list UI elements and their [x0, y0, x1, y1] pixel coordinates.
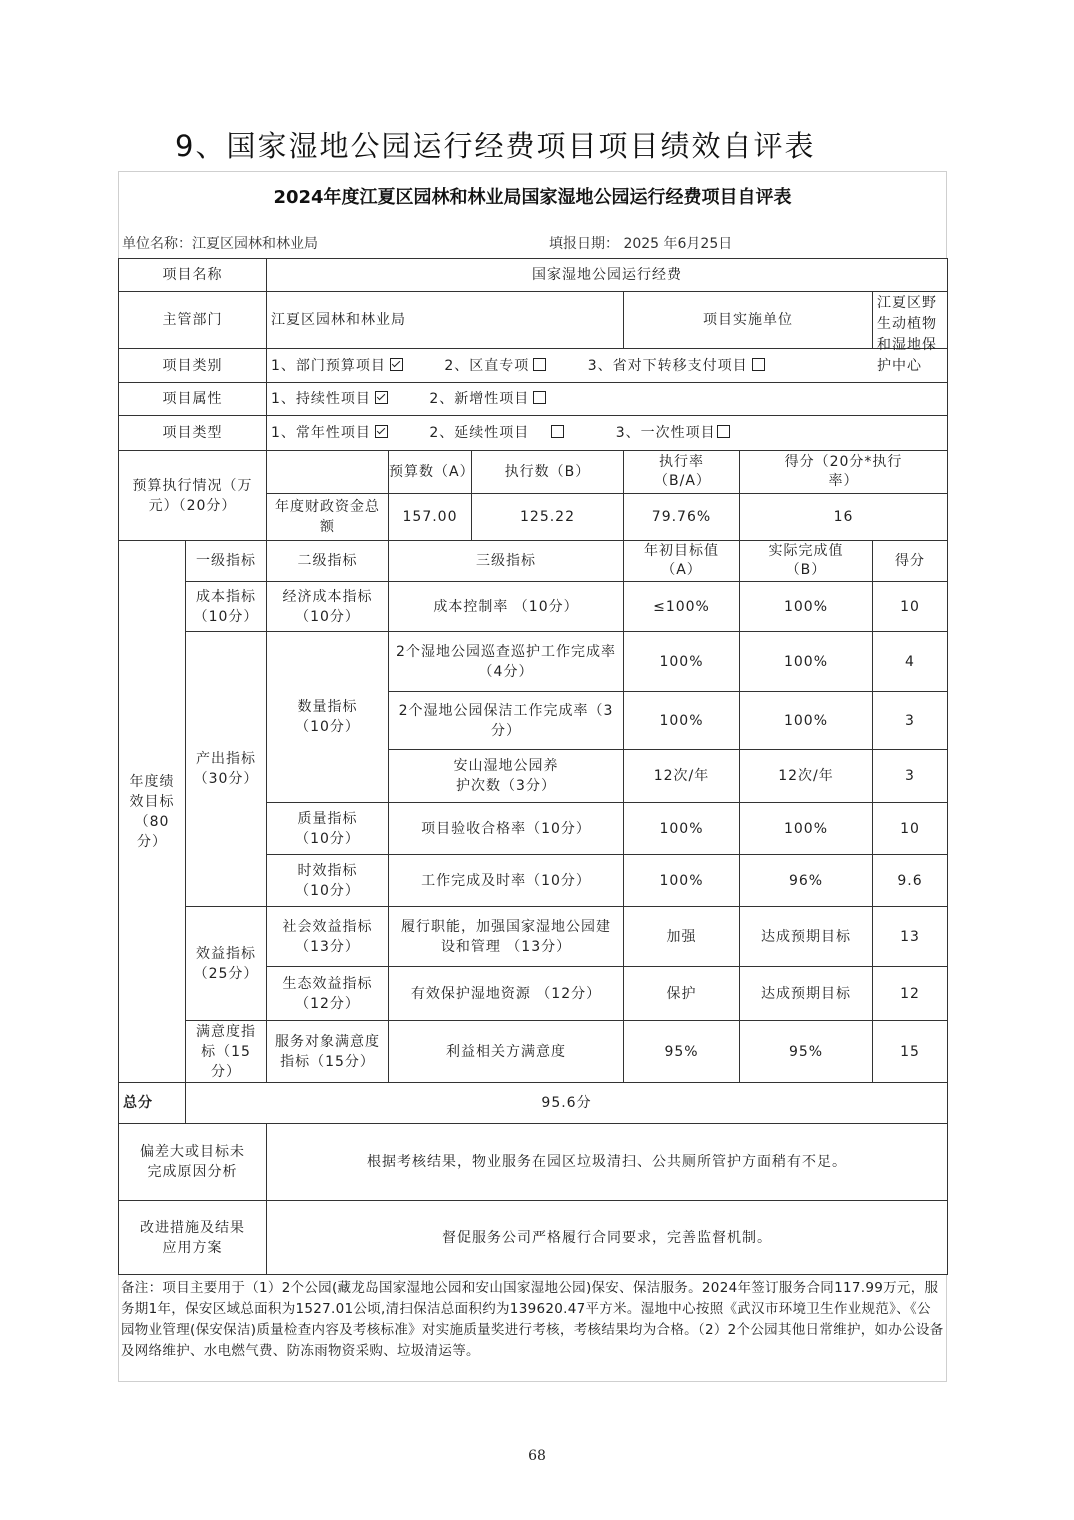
- remarks-note: 备注：项目主要用于（1）2个公园(藏龙岛国家湿地公园和安山国家湿地公园)保安、保洁服务。2024年签订服务合同117.99万元，服务期1年，保安区域总面积为1527.01公顷,清扫保洁总面积约为139620.47平方米。湿地中心按照《武汉市环境卫生作业规范》、《公园物业管理(保安保洁)质量检查内容及考核标准》对实施质量奖进行考核，考核结果均为合格。（2）2个公园其他日常维护，如办公设备及网络维护、水电燃气费、防冻雨物资采购、垃圾清运等。: [118, 1275, 947, 1382]
- indicator-actual: 100%: [740, 803, 873, 855]
- type-option-onetime: 3、一次性项目: [616, 423, 730, 443]
- indicator-level2: 时效指标（10分）: [267, 855, 389, 907]
- improvement-text: 督促服务公司严格履行合同要求，完善监督机制。: [267, 1201, 948, 1275]
- indicator-level3: 成本控制率 （10分）: [389, 582, 624, 632]
- total-value: 95.6分: [186, 1083, 948, 1124]
- indicator-level3: 工作完成及时率（10分）: [389, 855, 624, 907]
- indicator-actual: 达成预期目标: [740, 967, 873, 1021]
- improvement-label: 改进措施及结果应用方案: [119, 1201, 267, 1275]
- indicator-level2: 社会效益指标（13分）: [267, 907, 389, 967]
- evaluation-table: [118, 258, 948, 1275]
- indicator-level2: 生态效益指标（12分）: [267, 967, 389, 1021]
- budget-label: 预算执行情况（万元）（20分）: [119, 451, 267, 541]
- indicator-target: 100%: [624, 692, 740, 750]
- category-options: [267, 349, 948, 383]
- deviation-text: 根据考核结果，物业服务在园区垃圾清扫、公共厕所管护方面稍有不足。: [267, 1124, 948, 1201]
- indicator-row: [119, 1021, 948, 1083]
- page-heading: 9、国家湿地公园运行经费项目项目绩效自评表: [175, 129, 816, 163]
- exec-value: 125.22: [520, 509, 575, 525]
- dept-label: 主管部门: [119, 292, 267, 349]
- budget-col-score: 得分（20分*执行率）: [740, 451, 948, 494]
- indicator-level3: 履行职能，加强国家湿地公园建设和管理 （13分）: [389, 907, 624, 967]
- indicator-actual: 100%: [740, 632, 873, 692]
- checkbox-checked-icon: [375, 425, 388, 438]
- budget-col-split: [389, 451, 624, 494]
- attribute-label: 项目属性: [119, 383, 267, 416]
- indicator-actual: 96%: [740, 855, 873, 907]
- indicator-level2: 质量指标（10分）: [267, 803, 389, 855]
- header-target: 年初目标值（A）: [624, 541, 740, 582]
- indicator-level3: 项目验收合格率（10分）: [389, 803, 624, 855]
- indicator-target: 100%: [624, 855, 740, 907]
- budget-col-exec: 执行数（B）: [504, 464, 591, 480]
- category-option-district: 2、区直专项: [444, 356, 546, 376]
- indicator-level2: 服务对象满意度指标（15分）: [267, 1021, 389, 1083]
- indicator-actual: 达成预期目标: [740, 907, 873, 967]
- indicator-level3: 利益相关方满意度: [389, 1021, 624, 1083]
- header-score: 得分: [873, 541, 948, 582]
- budget-value-split: [389, 494, 624, 541]
- indicator-target: ≤100%: [624, 582, 740, 632]
- checkbox-checked-icon: [390, 358, 403, 371]
- header-level1: 一级指标: [186, 541, 267, 582]
- indicator-target: 保护: [624, 967, 740, 1021]
- indicator-score: 10: [873, 582, 948, 632]
- indicator-actual: 95%: [740, 1021, 873, 1083]
- header-actual: 实际完成值（B）: [740, 541, 873, 582]
- indicator-row: [119, 632, 948, 692]
- fill-date: 填报日期： 2025 年6月25日: [549, 236, 733, 252]
- budget-value: 157.00: [389, 494, 472, 540]
- indicator-level3: 有效保护湿地资源 （12分）: [389, 967, 624, 1021]
- dept-value: 江夏区园林和林业局: [267, 292, 624, 349]
- attribute-option-new: 2、新增性项目: [429, 389, 546, 409]
- indicator-score: 4: [873, 632, 948, 692]
- deviation-label: 偏差大或目标未完成原因分析: [119, 1124, 267, 1201]
- indicator-target: 12次/年: [624, 750, 740, 803]
- indicator-row: [119, 582, 948, 632]
- indicator-score: 12: [873, 967, 948, 1021]
- category-row: [119, 349, 948, 383]
- attribute-options: [267, 383, 948, 416]
- indicator-target: 100%: [624, 803, 740, 855]
- checkbox-empty-icon: [752, 358, 765, 371]
- indicator-actual: 12次/年: [740, 750, 873, 803]
- total-row: [119, 1083, 948, 1124]
- indicator-actual: 100%: [740, 582, 873, 632]
- indicator-header-row: [119, 541, 948, 582]
- category-option-dept-budget: 1、部门预算项目: [271, 356, 403, 376]
- project-name-label: 项目名称: [119, 259, 267, 292]
- rate-value: 79.76%: [624, 494, 740, 541]
- total-label: 总分: [119, 1083, 186, 1124]
- quantity-level2: 数量指标（10分）: [267, 632, 389, 803]
- checkbox-checked-icon: [375, 391, 388, 404]
- indicator-level3: 2个湿地公园保洁工作完成率（3分）: [389, 692, 624, 750]
- type-option-annual: 1、常年性项目: [271, 423, 388, 443]
- checkbox-empty-icon: [533, 358, 546, 371]
- annual-goal-label: 年度绩效目标（80分）: [119, 541, 186, 1083]
- benefit-level1: 效益指标（25分）: [186, 907, 267, 1021]
- budget-score-value: 16: [740, 494, 948, 541]
- header-level3: 三级指标: [389, 541, 624, 582]
- type-label: 项目类型: [119, 416, 267, 451]
- budget-header-row: [119, 451, 948, 494]
- deviation-row: [119, 1124, 948, 1201]
- unit-info-row: [118, 223, 947, 258]
- indicator-score: 3: [873, 750, 948, 803]
- checkbox-empty-icon: [717, 425, 730, 438]
- cost-level1: 成本指标（10分）: [186, 582, 267, 632]
- indicator-row: [119, 907, 948, 967]
- attribute-option-continuous: 1、持续性项目: [271, 389, 388, 409]
- header-level2: 二级指标: [267, 541, 389, 582]
- attribute-row: [119, 383, 948, 416]
- satisfaction-level1: 满意度指标（15分）: [186, 1021, 267, 1083]
- checkbox-empty-icon: [533, 391, 546, 404]
- indicator-score: 15: [873, 1021, 948, 1083]
- budget-col-rate: 执行率（B/A）: [624, 451, 740, 494]
- indicator-target: 100%: [624, 632, 740, 692]
- project-name-row: [119, 259, 948, 292]
- checkbox-empty-icon: [551, 425, 564, 438]
- indicator-level3: 2个湿地公园巡查巡护工作完成率（4分）: [389, 632, 624, 692]
- unit-name: 单位名称：江夏区园林和林业局: [122, 236, 318, 252]
- indicator-target: 加强: [624, 907, 740, 967]
- budget-col-budget: 预算数（A）: [389, 451, 472, 493]
- output-level1: 产出指标（30分）: [186, 632, 267, 907]
- form-title: 2024年度江夏区园林和林业局国家湿地公园运行经费项目自评表: [118, 171, 947, 223]
- indicator-level3: 安山湿地公园养护次数（3分）: [389, 750, 624, 803]
- indicator-score: 9.6: [873, 855, 948, 907]
- page-number: 68: [528, 1448, 546, 1464]
- department-row: [119, 292, 948, 349]
- budget-blank-cell: [267, 451, 389, 494]
- impl-unit-value: 江夏区野生动植物和湿地保护中心: [873, 292, 948, 349]
- impl-unit-label: 项目实施单位: [624, 292, 873, 349]
- category-label: 项目类别: [119, 349, 267, 383]
- project-name-value: 国家湿地公园运行经费: [267, 259, 948, 292]
- indicator-score: 3: [873, 692, 948, 750]
- budget-row-label: 年度财政资金总额: [267, 494, 389, 541]
- indicator-level2: 经济成本指标（10分）: [267, 582, 389, 632]
- evaluation-form: [118, 171, 947, 1382]
- type-options: [267, 416, 948, 451]
- indicator-actual: 100%: [740, 692, 873, 750]
- type-option-extended: 2、延续性项目: [429, 423, 564, 443]
- improvement-row: [119, 1201, 948, 1275]
- indicator-score: 13: [873, 907, 948, 967]
- indicator-target: 95%: [624, 1021, 740, 1083]
- type-row: [119, 416, 948, 451]
- category-option-transfer: 3、省对下转移支付项目: [588, 356, 765, 376]
- indicator-score: 10: [873, 803, 948, 855]
